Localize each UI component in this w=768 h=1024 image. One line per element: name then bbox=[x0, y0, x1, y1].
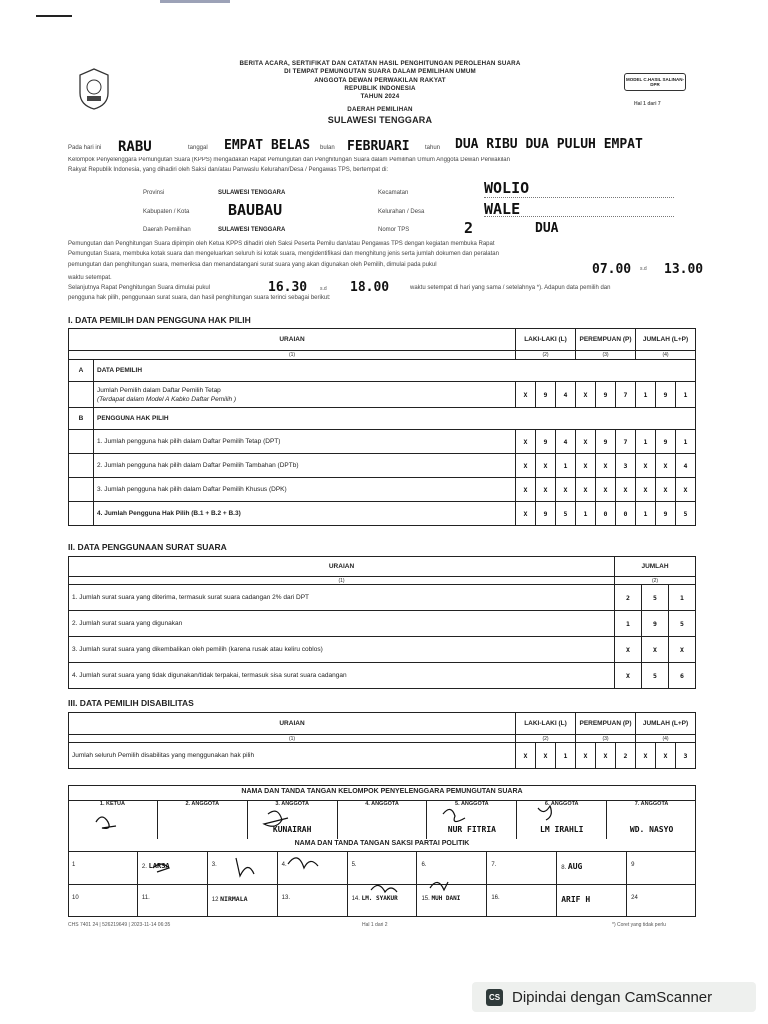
col-num: (2) bbox=[615, 577, 696, 585]
row-label: Jumlah seluruh Pemilih disabilitas yang menggunakan hak pilih bbox=[69, 743, 516, 769]
saksi-cell: 10 bbox=[68, 885, 138, 917]
digit-cell: X bbox=[676, 478, 696, 502]
digit-cell: X bbox=[536, 743, 556, 769]
header-line-5: TAHUN 2024 bbox=[360, 93, 400, 101]
digit-cell: 1 bbox=[636, 502, 656, 526]
count-start: 16.30 bbox=[268, 280, 308, 295]
digit-cell: 9 bbox=[536, 502, 556, 526]
digit-cell: 1 bbox=[676, 382, 696, 408]
tps-label: Nomor TPS bbox=[378, 227, 410, 233]
digit-cell: 0 bbox=[596, 502, 616, 526]
row-code: B bbox=[69, 408, 94, 430]
digit-cell: X bbox=[576, 743, 596, 769]
digit-cell: 4 bbox=[556, 382, 576, 408]
end-time: 13.00 bbox=[664, 262, 704, 277]
digit-cell: X bbox=[516, 478, 536, 502]
section1-title: I. DATA PEMILIH DAN PENGGUNA HAK PILIH bbox=[68, 315, 251, 325]
intro-month-value: FEBRUARI bbox=[347, 139, 410, 154]
section2-table bbox=[68, 556, 696, 689]
digit-cell: X bbox=[615, 663, 642, 689]
para-line-6: waktu setempat di hari yang sama / setelahnya *). Adapun data pemilih dan bbox=[410, 285, 611, 291]
intro-day-value: RABU bbox=[118, 139, 152, 155]
digit-cell: X bbox=[556, 478, 576, 502]
corner-mark bbox=[36, 15, 72, 17]
digit-cell: X bbox=[596, 743, 616, 769]
saksi-title: NAMA DAN TANDA TANGAN SAKSI PARTAI POLITIK bbox=[294, 840, 470, 847]
col-num: (1) bbox=[69, 577, 615, 585]
intro-day-prefix: Pada hari ini bbox=[68, 145, 102, 151]
digit-cell: X bbox=[536, 454, 556, 478]
intro-month-prefix: bulan bbox=[320, 145, 335, 151]
intro-date-prefix: tanggal bbox=[188, 145, 208, 151]
row-label: 1. Jumlah pengguna hak pilih dalam Daftar Pemilih Tetap (DPT) bbox=[94, 430, 516, 454]
digit-cell: X bbox=[656, 454, 676, 478]
kpps-role: 2. ANGGOTA bbox=[158, 801, 248, 839]
saksi-cell: 6. bbox=[417, 852, 487, 884]
col-num: (2) bbox=[516, 351, 576, 360]
col-laki: LAKI-LAKI (L) bbox=[516, 713, 576, 735]
saksi-cell: 15. MUH DANI bbox=[417, 885, 487, 917]
digit-cell: 9 bbox=[596, 382, 616, 408]
row-title: PENGGUNA HAK PILIH bbox=[94, 408, 696, 430]
digit-cell: 5 bbox=[642, 663, 669, 689]
col-perempuan: PEREMPUAN (P) bbox=[576, 329, 636, 351]
kpps-role: 7. ANGGOTA WD. NASYO bbox=[629, 801, 674, 834]
intro-year-value: DUA RIBU DUA PULUH EMPAT bbox=[455, 137, 643, 152]
intro-line-2: Kelompok Penyelenggara Pemungutan Suara (KPPS) mengadakan Rapat Pemungutan dan Penghitungan Suara dalam Pemilihan Umum Anggota Dewan Perwakilan bbox=[68, 157, 510, 163]
digit-cell: X bbox=[576, 454, 596, 478]
dotted-line bbox=[484, 216, 674, 217]
digit-cell: 9 bbox=[656, 382, 676, 408]
col-jumlah: JUMLAH bbox=[615, 557, 696, 577]
digit-cell: X bbox=[516, 454, 536, 478]
kelurahan-label: Kelurahan / Desa bbox=[378, 209, 425, 215]
kpps-role: 5. ANGGOTA NUR FITRIA bbox=[427, 801, 517, 839]
section3-table bbox=[68, 712, 696, 769]
digit-cell: X bbox=[576, 478, 596, 502]
saksi-cell: 2. LARSA bbox=[138, 852, 208, 884]
digit-cell: 2 bbox=[616, 743, 636, 769]
intro-date-value: EMPAT BELAS bbox=[224, 138, 311, 153]
digit-cell: 2 bbox=[615, 585, 642, 611]
digit-cell: X bbox=[576, 430, 596, 454]
section1-table bbox=[68, 328, 696, 526]
saksi-cell: 5. bbox=[348, 852, 418, 884]
saksi-cell: ARIF H bbox=[557, 885, 627, 917]
signature-scribbles bbox=[68, 800, 696, 920]
digit-cell: 1 bbox=[676, 430, 696, 454]
kpps-role: 3. ANGGOTA KUNAIRAH bbox=[248, 801, 338, 839]
kecamatan-label: Kecamatan bbox=[378, 190, 409, 196]
tps-value: 2 bbox=[464, 219, 474, 237]
row-label: 2. Jumlah pengguna hak pilih dalam Daftar Pemilih Tambahan (DPTb) bbox=[94, 454, 516, 478]
top-scan-line bbox=[160, 0, 230, 3]
digit-cell: 5 bbox=[642, 585, 669, 611]
digit-cell: X bbox=[516, 382, 536, 408]
dapil-value: SULAWESI TENGGARA bbox=[218, 227, 286, 233]
kabupaten-label: Kabupaten / Kota bbox=[143, 209, 190, 215]
camscanner-label: Dipindai dengan CamScanner bbox=[512, 988, 713, 1006]
kpps-title: NAMA DAN TANDA TANGAN KELOMPOK PENYELENGGARA PEMUNGUTAN SUARA bbox=[241, 788, 523, 795]
digit-cell: X bbox=[616, 478, 636, 502]
para-line-1: Pemungutan dan Penghitungan Suara dipimpin oleh Ketua KPPS dihadiri oleh Saksi Peserta Pemilu dan/atau Pengawas TPS dengan kegiatan membuka Rapat bbox=[68, 241, 495, 247]
digit-cell: 1 bbox=[556, 743, 576, 769]
col-laki: LAKI-LAKI (L) bbox=[516, 329, 576, 351]
digit-cell: 4 bbox=[556, 430, 576, 454]
row-label: 1. Jumlah surat suara yang diterima, termasuk surat suara cadangan 2% dari DPT bbox=[69, 585, 615, 611]
digit-cell: X bbox=[656, 743, 676, 769]
digit-cell: 7 bbox=[616, 382, 636, 408]
col-num: (1) bbox=[69, 735, 516, 743]
para-line-4: waktu setempat. bbox=[68, 275, 112, 281]
digit-cell: 5 bbox=[556, 502, 576, 526]
count-end: 18.00 bbox=[350, 280, 390, 295]
header-line-2: DI TEMPAT PEMUNGUTAN SUARA DALAM PEMILIHAN UMUM bbox=[284, 68, 476, 76]
row-label: 4. Jumlah surat suara yang tidak digunakan/tidak terpakai, termasuk sisa surat suara cadangan bbox=[69, 663, 615, 689]
col-num: (4) bbox=[636, 735, 696, 743]
digit-cell: X bbox=[669, 637, 696, 663]
row-label: 3. Jumlah surat suara yang dikembalikan oleh pemilih (karena rusak atau keliru coblos) bbox=[69, 637, 615, 663]
digit-cell: X bbox=[516, 743, 536, 769]
col-jumlah: JUMLAH (L+P) bbox=[636, 329, 696, 351]
digit-cell: 3 bbox=[676, 743, 696, 769]
saksi-cell: 13. bbox=[278, 885, 348, 917]
digit-cell: 9 bbox=[536, 430, 556, 454]
footer-center: Hal 1 dari 2 bbox=[362, 922, 388, 928]
col-num: (4) bbox=[636, 351, 696, 360]
footer-right: *) Coret yang tidak perlu bbox=[612, 922, 666, 928]
col-num: (2) bbox=[516, 735, 576, 743]
digit-cell: 5 bbox=[676, 502, 696, 526]
digit-cell: 9 bbox=[596, 430, 616, 454]
digit-cell: 9 bbox=[642, 611, 669, 637]
kpps-role: 6. ANGGOTA LM IRAHLI bbox=[517, 801, 607, 839]
header-line-4: REPUBLIK INDONESIA bbox=[344, 84, 416, 92]
footer-left: CHS 7401 24 | 526219649 | 2023-11-14 06:35 bbox=[68, 922, 171, 928]
camscanner-logo-icon: CS bbox=[486, 989, 503, 1006]
camscanner-watermark bbox=[472, 982, 756, 1012]
count-sd: s.d bbox=[320, 286, 327, 292]
daerah-value: SULAWESI TENGGARA bbox=[327, 114, 433, 125]
digit-cell: X bbox=[576, 382, 596, 408]
digit-cell: 7 bbox=[616, 430, 636, 454]
digit-cell: X bbox=[636, 743, 656, 769]
saksi-cell: 9 bbox=[631, 862, 635, 868]
daerah-label: DAERAH PEMILIHAN bbox=[347, 106, 413, 114]
col-num: (3) bbox=[576, 735, 636, 743]
dapil-label: Daerah Pemilihan bbox=[143, 227, 191, 233]
saksi-cell: 12 NIRMALA bbox=[208, 885, 278, 917]
provinsi-value: SULAWESI TENGGARA bbox=[218, 190, 286, 196]
kelurahan-value: WALE bbox=[484, 200, 521, 218]
row-code: A bbox=[69, 360, 94, 382]
digit-cell: 6 bbox=[669, 663, 696, 689]
digit-cell: 1 bbox=[636, 430, 656, 454]
start-time: 07.00 bbox=[592, 262, 632, 277]
kecamatan-value: WOLIO bbox=[484, 179, 530, 197]
digit-cell: X bbox=[596, 454, 616, 478]
digit-cell: 0 bbox=[616, 502, 636, 526]
digit-cell: 1 bbox=[636, 382, 656, 408]
saksi-cell: 11. bbox=[138, 885, 208, 917]
col-uraian: URAIAN bbox=[69, 713, 516, 735]
kabupaten-value: BAUBAU bbox=[228, 201, 283, 219]
intro-line-3: Rakyat Republik Indonesia, yang dihadiri oleh Saksi dan/atau Panwaslu Kelurahan/Desa / Pengawas TPS, bertempat di: bbox=[68, 167, 389, 173]
digit-cell: X bbox=[516, 430, 536, 454]
saksi-cell: 3. bbox=[208, 852, 278, 884]
saksi-cell: 1 bbox=[68, 852, 138, 884]
digit-cell: 9 bbox=[536, 382, 556, 408]
provinsi-label: Provinsi bbox=[143, 190, 165, 196]
section2-title: II. DATA PENGGUNAAN SURAT SUARA bbox=[68, 542, 227, 552]
header-line-3: ANGGOTA DEWAN PERWAKILAN RAKYAT bbox=[314, 76, 446, 84]
kpu-emblem-icon bbox=[76, 67, 112, 111]
row-label: 2. Jumlah surat suara yang digunakan bbox=[69, 611, 615, 637]
para-line-7: pengguna hak pilih, penggunaan surat suara, dan hasil penghitungan suara terinci sebagai berikut: bbox=[68, 295, 331, 301]
intro-year-prefix: tahun bbox=[425, 145, 441, 151]
kpps-role: 1. KETUA bbox=[68, 801, 158, 839]
digit-cell: X bbox=[536, 478, 556, 502]
tps-words: DUA bbox=[535, 221, 559, 236]
saksi-cell: 4. bbox=[278, 852, 348, 884]
saksi-cell: 24 bbox=[631, 895, 638, 901]
row-label: 3. Jumlah pengguna hak pilih dalam Daftar Pemilih Khusus (DPK) bbox=[94, 478, 516, 502]
para-line-3: pemungutan dan penghitungan suara, memeriksa dan menandatangani surat suara yang akan digunakan oleh Pemilih, dimulai pada pukul bbox=[68, 262, 437, 268]
model-badge: MODEL C.HASIL SALINAN-DPR bbox=[624, 73, 686, 91]
digit-cell: 5 bbox=[669, 611, 696, 637]
col-num: (3) bbox=[576, 351, 636, 360]
col-uraian: URAIAN bbox=[69, 329, 516, 351]
col-uraian: URAIAN bbox=[69, 557, 615, 577]
digit-cell: X bbox=[596, 478, 616, 502]
digit-cell: X bbox=[636, 478, 656, 502]
digit-cell: 9 bbox=[656, 430, 676, 454]
para-line-5: Selanjutnya Rapat Penghitungan Suara dimulai pukul bbox=[68, 285, 211, 291]
digit-cell: 1 bbox=[576, 502, 596, 526]
section3-title: III. DATA PEMILIH DISABILITAS bbox=[68, 698, 194, 708]
digit-cell: X bbox=[636, 454, 656, 478]
digit-cell: 9 bbox=[656, 502, 676, 526]
digit-cell: X bbox=[656, 478, 676, 502]
row-label: 4. Jumlah Pengguna Hak Pilih (B.1 + B.2 + B.3) bbox=[94, 502, 516, 526]
kpps-role: 4. ANGGOTA bbox=[338, 801, 428, 839]
col-perempuan: PEREMPUAN (P) bbox=[576, 713, 636, 735]
digit-cell: 4 bbox=[676, 454, 696, 478]
saksi-cell: 16. bbox=[487, 885, 557, 917]
digit-cell: X bbox=[615, 637, 642, 663]
dotted-line bbox=[484, 197, 674, 198]
row-label: Jumlah Pemilih dalam Daftar Pemilih Tetap (Terdapat dalam Model A Kabko Daftar Pemilih ) bbox=[94, 382, 516, 408]
saksi-cell: 8. AUG bbox=[557, 852, 627, 884]
digit-cell: X bbox=[642, 637, 669, 663]
page-indicator: Hal 1 dari 7 bbox=[634, 101, 661, 107]
digit-cell: X bbox=[516, 502, 536, 526]
para-line-2: Pemungutan Suara, membuka kotak suara dan mengeluarkan seluruh isi kotak suara, mengidentifikasi dan menghitung jenis serta jumlah dokumen dan peralatan bbox=[68, 251, 499, 257]
header-line-1: BERITA ACARA, SERTIFIKAT DAN CATATAN HASIL PENGHITUNGAN PEROLEHAN SUARA bbox=[239, 60, 521, 67]
digit-cell: 3 bbox=[616, 454, 636, 478]
digit-cell: 1 bbox=[556, 454, 576, 478]
digit-cell: 1 bbox=[669, 585, 696, 611]
saksi-cell: 7. bbox=[487, 852, 557, 884]
document-header bbox=[180, 60, 580, 126]
digit-cell: 1 bbox=[615, 611, 642, 637]
col-num: (1) bbox=[69, 351, 516, 360]
saksi-cell: 14. LM. SYAKUR bbox=[348, 885, 418, 917]
col-jumlah: JUMLAH (L+P) bbox=[636, 713, 696, 735]
row-title: DATA PEMILIH bbox=[94, 360, 696, 382]
time-sd: s.d bbox=[640, 266, 647, 272]
